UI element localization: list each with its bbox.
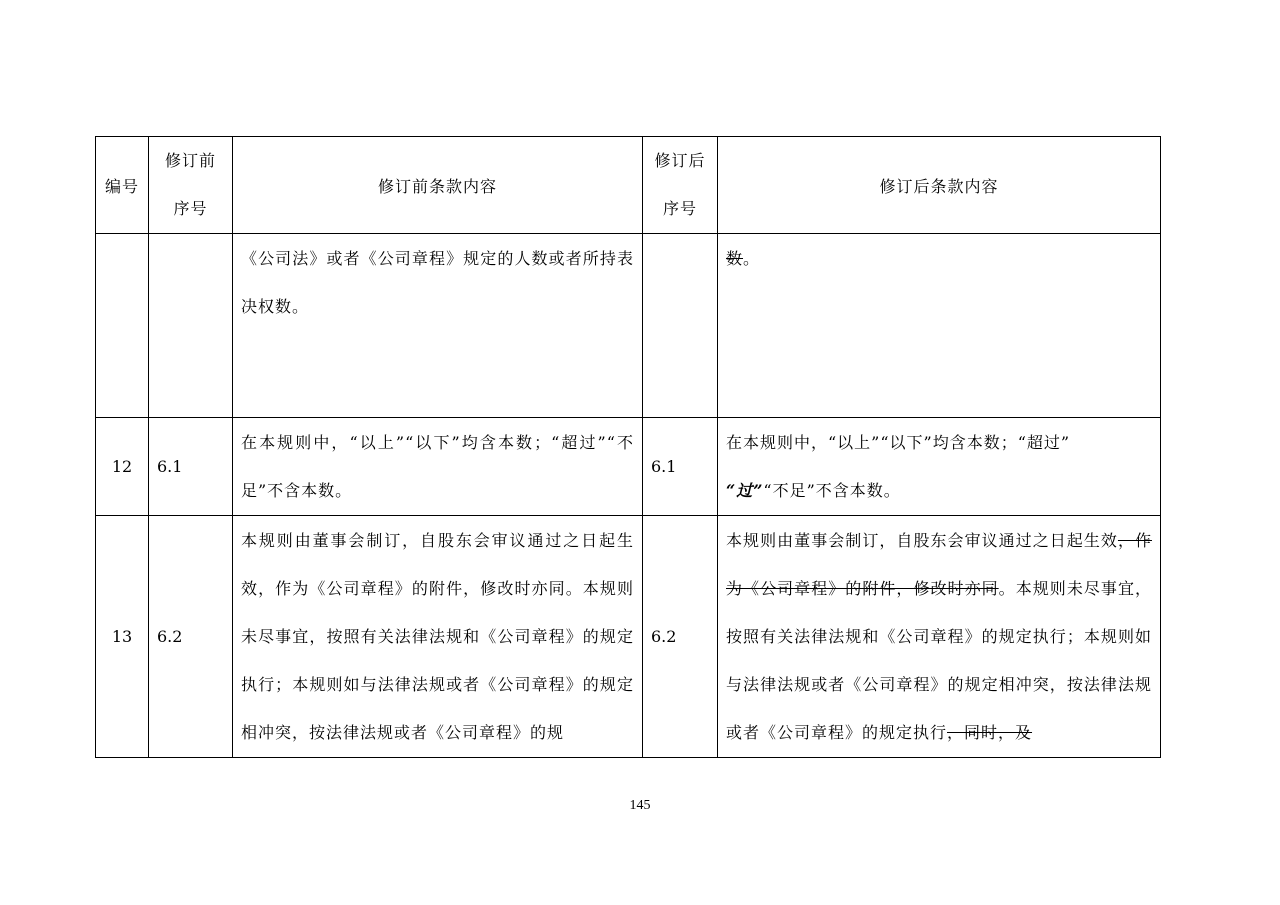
- page-number: 145: [629, 798, 651, 813]
- row-before-no: 6.2: [149, 516, 233, 758]
- inserted-text: “过”: [726, 481, 764, 500]
- header-after-no: [643, 137, 718, 234]
- row-before-content: 在本规则中，“以上”“以下”均含本数；“超过”“不足”不含本数。: [233, 418, 643, 516]
- revision-table: [95, 136, 1161, 758]
- after-line-2: [726, 467, 1152, 515]
- row-after-no: 6.1: [643, 418, 718, 516]
- after-text: 。本规则未尽事宜，按照有关法律法规和《公司章程》的规定执行；本规则如与法律法规或者《公司章程》的规定相冲突，按法律法规或者《公司章程》的规定执行: [726, 579, 1152, 742]
- header-after-no-line1: 修订后: [654, 151, 706, 170]
- header-no: 编号: [96, 137, 149, 234]
- table-row: [96, 234, 1161, 418]
- row-no: 12: [96, 418, 149, 516]
- deleted-text: 数: [726, 249, 744, 268]
- header-before-no-line1: 修订前: [164, 151, 216, 170]
- row-after-content: [718, 516, 1161, 758]
- after-text: 。: [743, 249, 761, 268]
- row-before-content: 本规则由董事会制订，自股东会审议通过之日起生效，作为《公司章程》的附件，修改时亦同。本规则未尽事宜，按照有关法律法规和《公司章程》的规定执行；本规则如与法律法规或者《公司章程》的规定相冲突，按法律法规或者《公司章程》的规: [233, 516, 643, 758]
- row-before-content: 《公司法》或者《公司章程》规定的人数或者所持表决权数。: [233, 234, 643, 418]
- header-before-content: 修订前条款内容: [233, 137, 643, 234]
- deleted-text: ，作为《公司章程》的附件，修改时亦同: [726, 531, 1152, 598]
- header-before-no: [149, 137, 233, 234]
- after-line-1: 在本规则中，“以上”“以下”均含本数；“超过”: [726, 433, 1071, 452]
- deleted-text: ，同时，及: [947, 723, 1033, 742]
- table-row: [96, 516, 1161, 758]
- after-text: “不足”不含本数。: [763, 481, 901, 500]
- row-no: 13: [96, 516, 149, 758]
- row-after-no: [643, 234, 718, 418]
- header-before-no-line2: 序号: [173, 199, 208, 218]
- row-before-no: 6.1: [149, 418, 233, 516]
- row-no: [96, 234, 149, 418]
- row-before-no: [149, 234, 233, 418]
- header-after-no-line2: 序号: [662, 199, 697, 218]
- table-header-row: [96, 137, 1161, 234]
- row-after-no: 6.2: [643, 516, 718, 758]
- after-text: 本规则由董事会制订，自股东会审议通过之日起生效: [726, 531, 1118, 550]
- row-after-content: [718, 234, 1161, 418]
- row-after-content: [718, 418, 1161, 516]
- table-row: [96, 418, 1161, 516]
- header-after-content: 修订后条款内容: [718, 137, 1161, 234]
